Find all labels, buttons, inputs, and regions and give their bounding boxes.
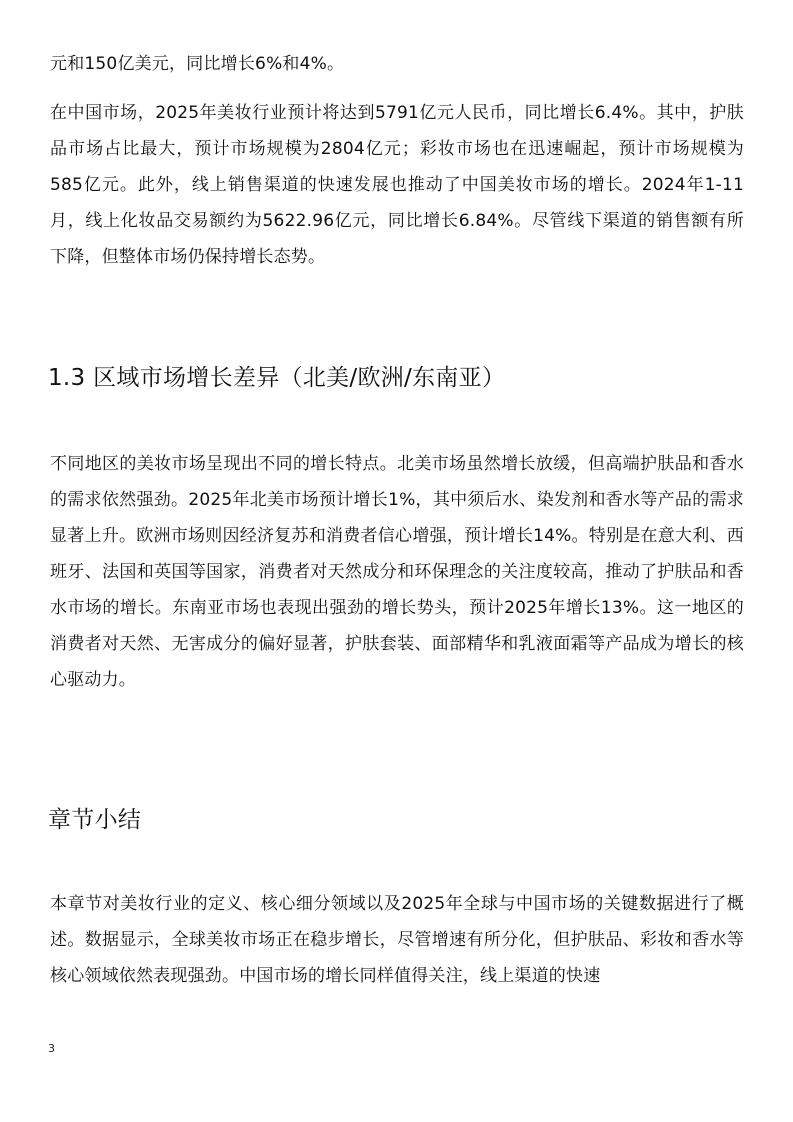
- paragraph-regional-growth: 不同地区的美妆市场呈现出不同的增长特点。北美市场虽然增长放缓，但高端护肤品和香水的需求依然强劲。2025年北美市场预计增长1%，其中须后水、染发剂和香水等产品的需求显著上升。欧洲市场则因经济复苏和消费者信心增强，预计增长14%。特别是在意大利、西班牙、法国和英国等国家，消费者对天然成分和环保理念的关注度较高，推动了护肤品和香水市场的增长。东南亚市场也表现出强劲的增长势头，预计2025年增长13%。这一地区的消费者对天然、无害成分的偏好显著，护肤套装、面部精华和乳液面霜等产品成为增长的核心驱动力。: [50, 454, 744, 690]
- paragraph-global-market-tail: 元和150亿美元，同比增长6%和4%。: [50, 54, 345, 74]
- section-heading-regional-growth: 1.3 区域市场增长差异（北美/欧洲/东南亚）: [48, 365, 506, 391]
- paragraph-chapter-summary: 本章节对美妆行业的定义、核心细分领域以及2025年全球与中国市场的关键数据进行了概述。数据显示，全球美妆市场正在稳步增长，尽管增速有所分化，但护肤品、彩妆和香水等核心领域依然表现强劲。中国市场的增长同样值得关注，线上渠道的快速: [50, 894, 744, 986]
- section-heading-chapter-summary: 章节小结: [48, 807, 142, 833]
- paragraph-china-market: 在中国市场，2025年美妆行业预计将达到5791亿元人民币，同比增长6.4%。其中，护肤品市场占比最大，预计市场规模为2804亿元；彩妆市场也在迅速崛起，预计市场规模为585亿元。此外，线上销售渠道的快速发展也推动了中国美妆市场的增长。2024年1-11月，线上化妆品交易额约为5622.96亿元，同比增长6.84%。尽管线下渠道的销售额有所下降，但整体市场仍保持增长态势。: [50, 103, 744, 267]
- page-number: 3: [48, 1042, 55, 1055]
